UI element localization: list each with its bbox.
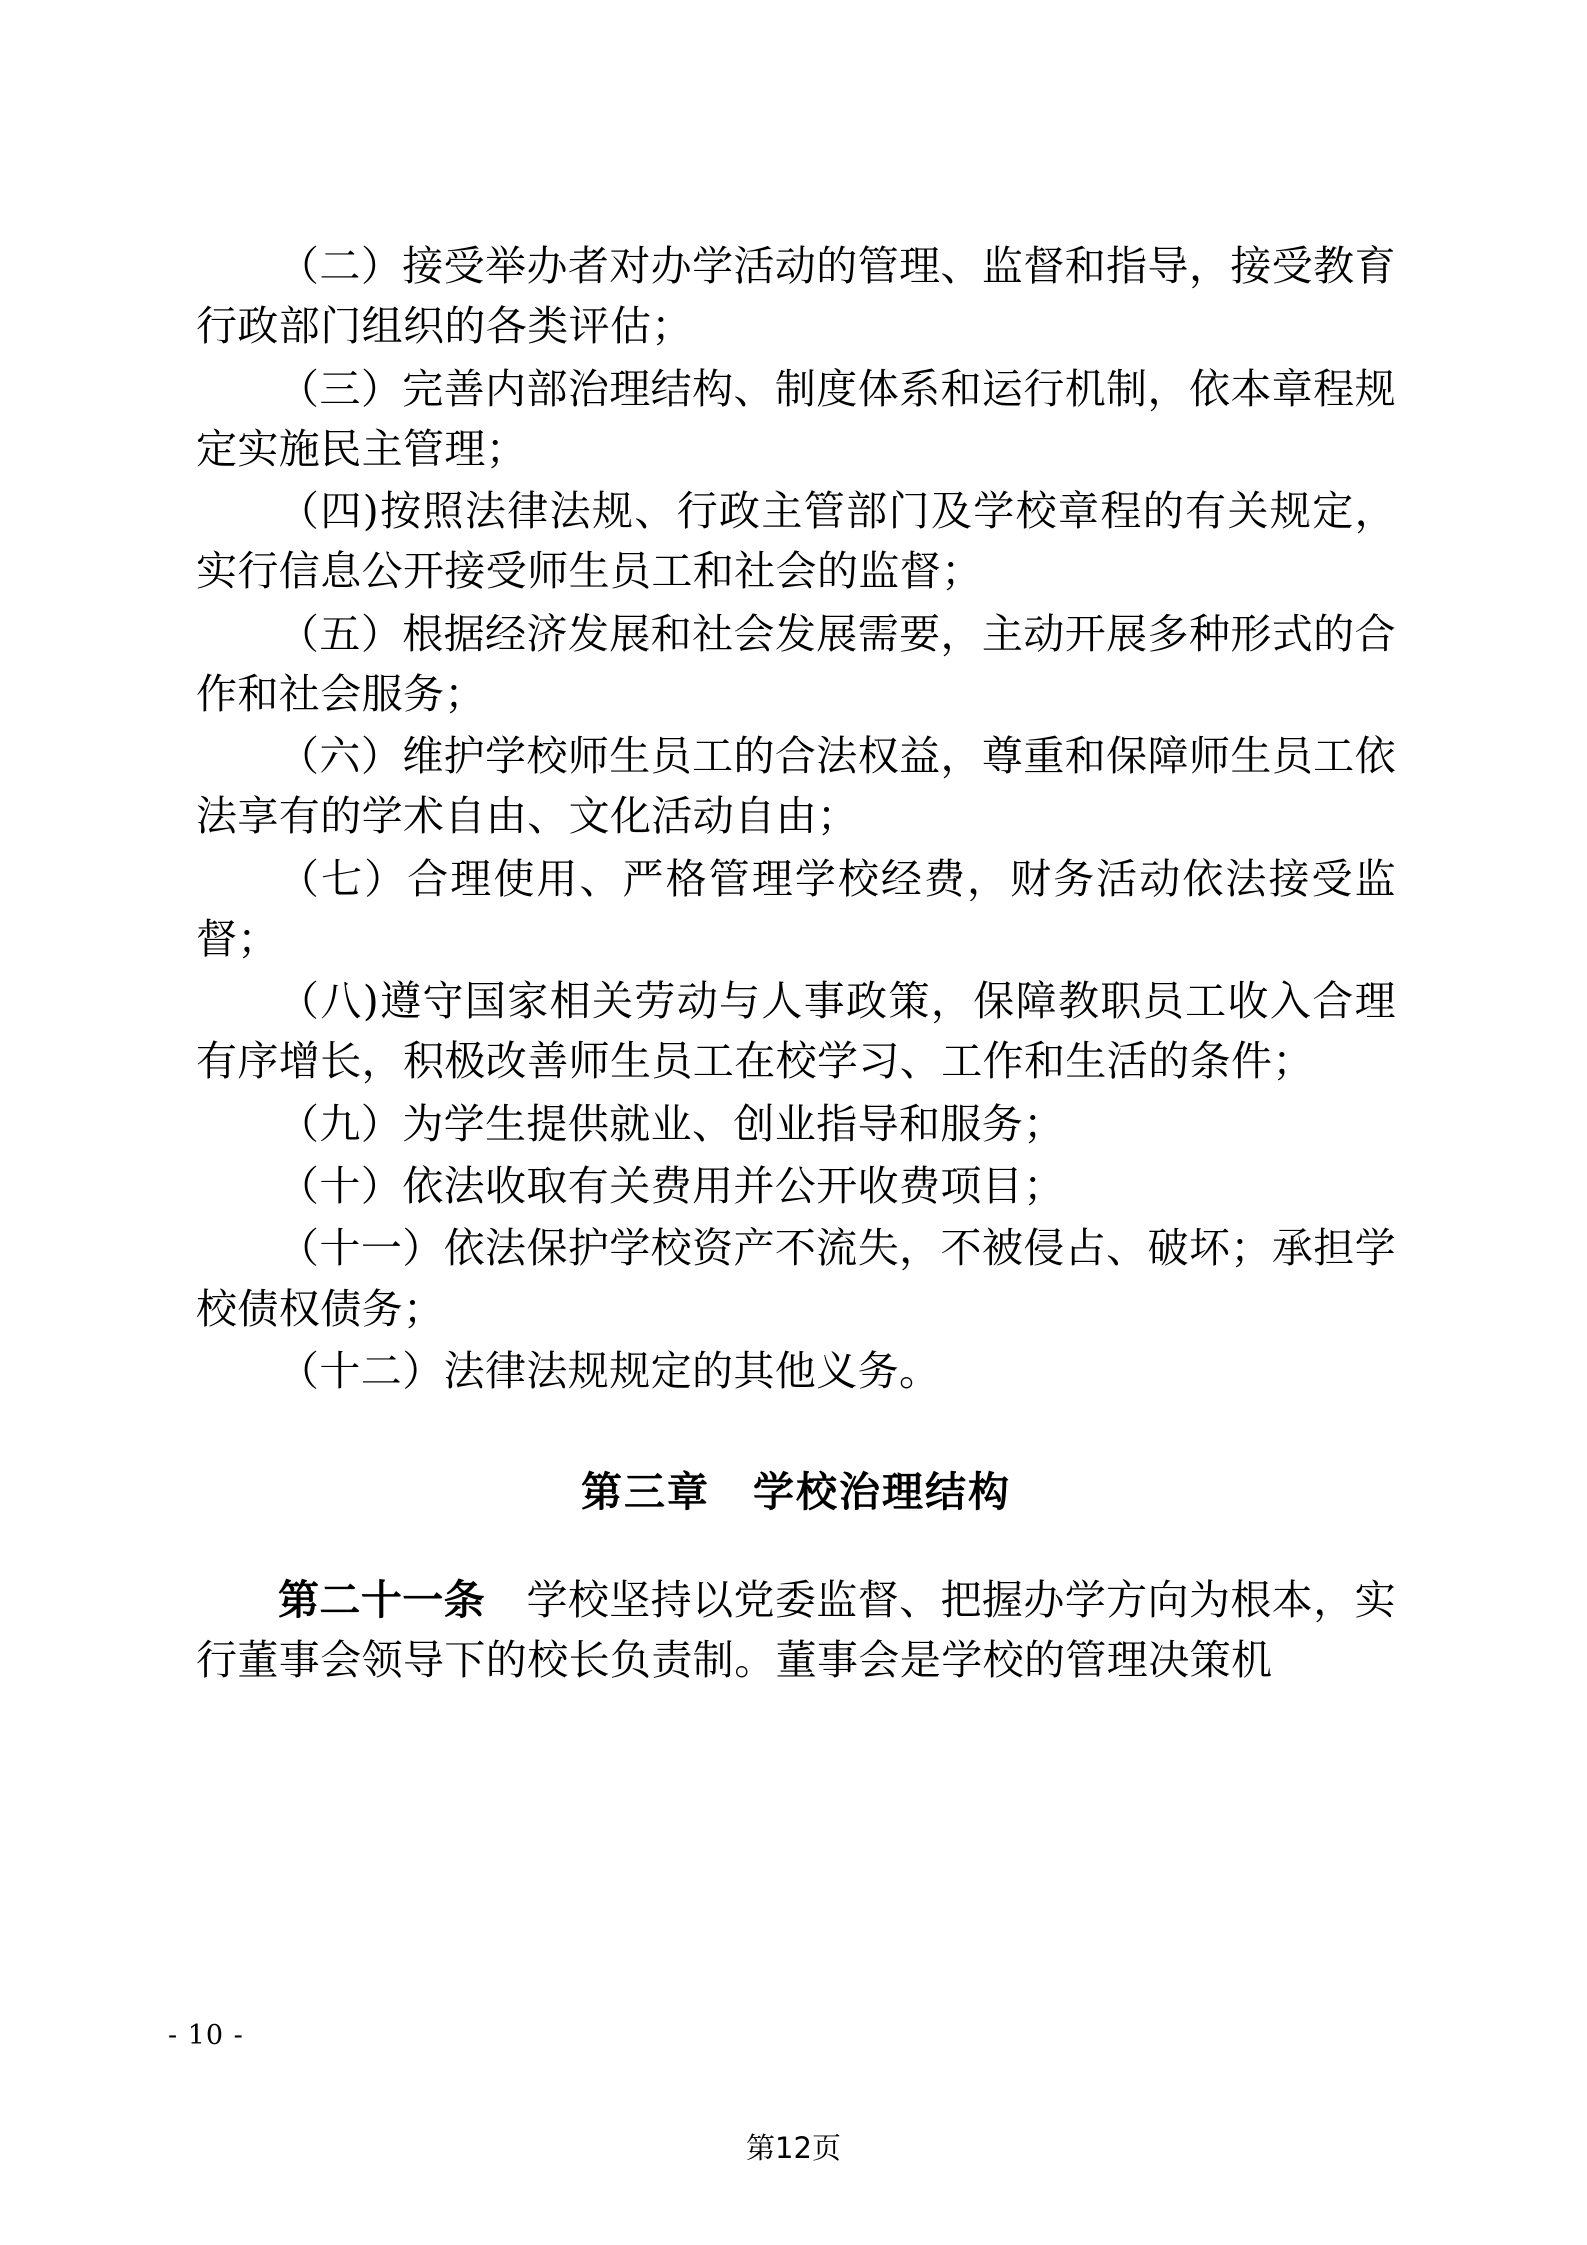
chapter-heading: 第三章 学校治理结构	[581, 1468, 1011, 1517]
page-label: 第12页	[746, 2131, 841, 2165]
clause-item: （十二）法律法规规定的其他义务。	[278, 1346, 941, 1395]
clause-item: （十）依法收取有关费用并公开收费项目；	[278, 1161, 1065, 1210]
clause-item: （九）为学生提供就业、创业指导和服务；	[278, 1099, 1065, 1148]
page-marker: - 10 -	[168, 2020, 244, 2051]
clause-item: （六）维护学校师生员工的合法权益，尊重和保障师生员工依法享有的学术自由、文化活动自由；	[196, 732, 1396, 841]
clause-item: （五）根据经济发展和社会发展需要，主动开展多种形式的合作和社会服务；	[196, 609, 1396, 718]
clause-item: （四)按照法律法规、行政主管部门及学校章程的有关规定，实行信息公开接受师生员工和社会的监督；	[196, 487, 1396, 596]
article-label: 第二十一条	[278, 1576, 486, 1625]
clause-item: （八)遵守国家相关劳动与人事政策，保障教职员工收入合理有序增长，积极改善师生员工在校学习、工作和生活的条件；	[196, 977, 1396, 1086]
article-paragraph	[196, 1570, 1396, 1691]
clause-item: （十一）依法保护学校资产不流失，不被侵占、破坏；承担学校债权债务；	[196, 1224, 1396, 1333]
clause-item: （三）完善内部治理结构、制度体系和运行机制，依本章程规定实施民主管理；	[196, 364, 1396, 473]
clause-item: （二）接受举办者对办学活动的管理、监督和指导，接受教育行政部门组织的各类评估；	[196, 242, 1396, 351]
document-body	[196, 236, 1396, 1691]
clause-item: （七）合理使用、严格管理学校经费，财务活动依法接受监督；	[196, 854, 1396, 963]
article-text: 学校坚持以党委监督、把握办学方向为根本，实行董事会领导下的校长负责制。董事会是学校的管理决策机	[196, 1576, 1396, 1685]
